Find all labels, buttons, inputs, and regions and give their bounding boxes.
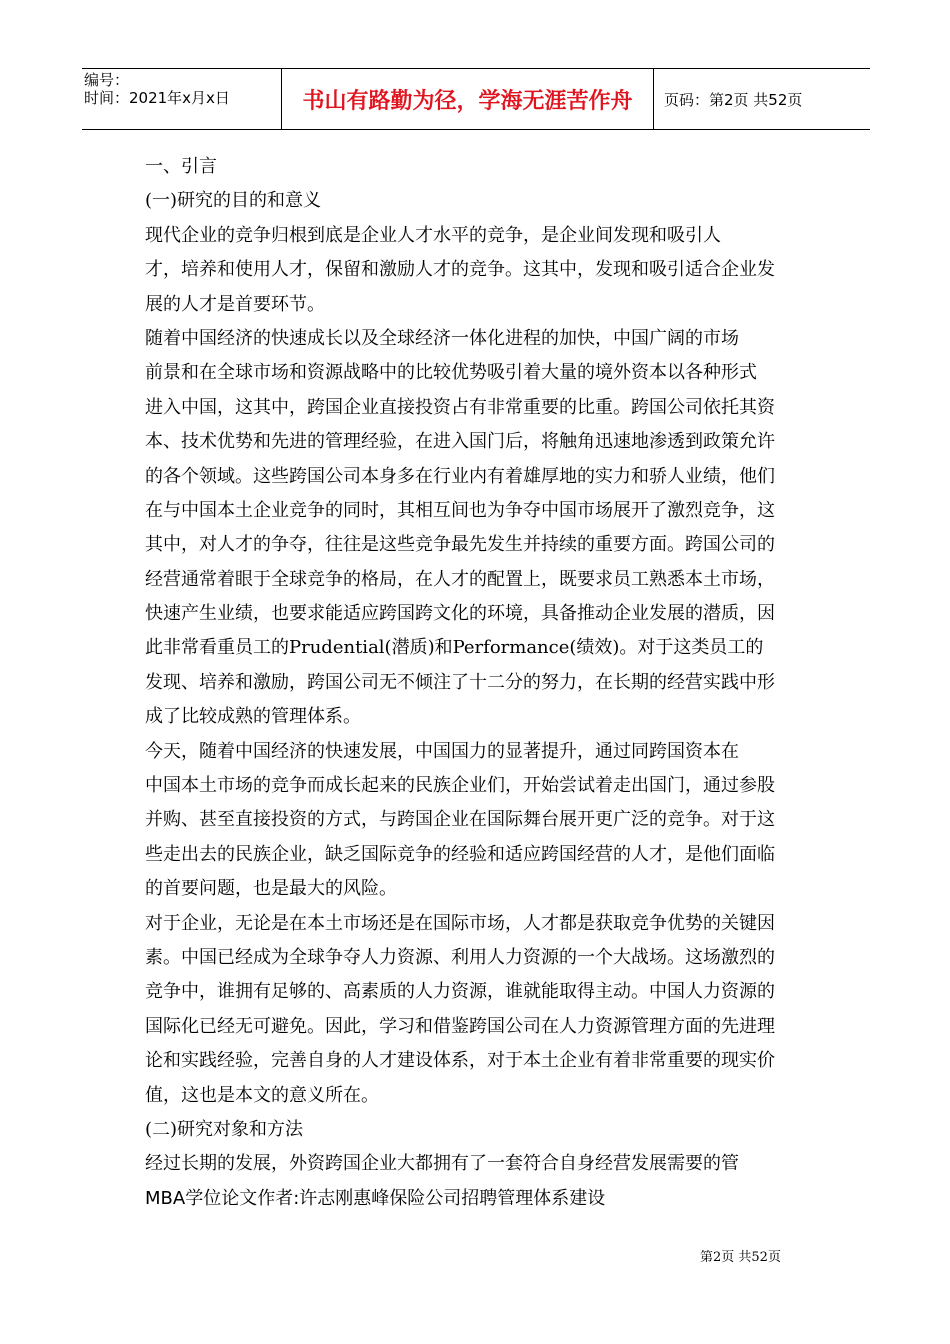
text-line: 现代企业的竞争归根到底是企业人才水平的竞争，是企业间发现和吸引人 (145, 224, 721, 246)
text-line: 些走出去的民族企业，缺乏国际竞争的经验和适应跨国经营的人才，是他们面临 (145, 843, 775, 865)
subsection-heading: (二)研究对象和方法 (145, 1118, 304, 1140)
header-info (82, 69, 282, 129)
text-line: 进入中国，这其中，跨国企业直接投资占有非常重要的比重。跨国公司依托其资 (145, 396, 775, 418)
text-line: 值，这也是本文的意义所在。 (145, 1084, 379, 1106)
document-body (145, 150, 817, 1216)
text-line: 经过长期的发展，外资跨国企业大都拥有了一套符合自身经营发展需要的管 (145, 1153, 739, 1175)
text-line: 论和实践经验，完善自身的人才建设体系，对于本土企业有着非常重要的现实价 (145, 1050, 775, 1072)
text-line: 并购、甚至直接投资的方式，与跨国企业在国际舞台展开更广泛的竞争。对于这 (145, 809, 775, 831)
text-line: 发现、培养和激励，跨国公司无不倾注了十二分的努力，在长期的经营实践中形 (145, 671, 775, 693)
document-number-label: 编号： (84, 71, 130, 89)
text-line: 国际化已经无可避免。因此，学习和借鉴跨国公司在人力资源管理方面的先进理 (145, 1015, 775, 1037)
text-line: 展的人才是首要环节。 (145, 293, 325, 315)
document-time-label: 时间：2021年x月x日 (84, 89, 230, 107)
text-line: 前景和在全球市场和资源战略中的比较优势吸引着大量的境外资本以各种形式 (145, 362, 757, 384)
section-heading: 一、引言 (145, 156, 217, 177)
text-line: 今天，随着中国经济的快速发展，中国国力的显著提升，通过同跨国资本在 (145, 740, 739, 762)
page-footer: 第2页 共52页 (700, 1250, 781, 1265)
header-motto: 书山有路勤为径，学海无涯苦作舟 (282, 69, 654, 129)
text-line: 对于企业，无论是在本土市场还是在国际市场，人才都是获取竞争优势的关键因 (145, 912, 775, 934)
running-footer-text: MBA学位论文作者:许志刚惠峰保险公司招聘管理体系建设 (145, 1187, 606, 1209)
text-line: 此非常看重员工的Prudential(潜质)和Performance(绩效)。对于这类员工的 (145, 637, 764, 659)
text-line: 经营通常着眼于全球竞争的格局，在人才的配置上，既要求员工熟悉本土市场， (145, 568, 775, 590)
text-line: 素。中国已经成为全球争夺人力资源、利用人力资源的一个大战场。这场激烈的 (145, 946, 775, 968)
text-line: 中国本土市场的竞争而成长起来的民族企业们，开始尝试着走出国门，通过参股 (145, 775, 775, 797)
text-line: 本、技术优势和先进的管理经验，在进入国门后，将触角迅速地渗透到政策允许 (145, 431, 775, 453)
text-line: 才，培养和使用人才，保留和激励人才的竞争。这其中，发现和吸引适合企业发 (145, 259, 775, 281)
text-line: 其中，对人才的争夺，往往是这些竞争最先发生并持续的重要方面。跨国公司的 (145, 534, 775, 556)
text-line: 快速产生业绩，也要求能适应跨国跨文化的环境，具备推动企业发展的潜质，因 (145, 603, 775, 625)
text-line: 随着中国经济的快速成长以及全球经济一体化进程的加快，中国广阔的市场 (145, 327, 739, 349)
text-line: 在与中国本土企业竞争的同时，其相互间也为争夺中国市场展开了激烈竞争，这 (145, 499, 775, 521)
text-line: 的各个领域。这些跨国公司本身多在行业内有着雄厚地的实力和骄人业绩，他们 (145, 465, 775, 487)
text-line: 成了比较成熟的管理体系。 (145, 706, 361, 728)
text-line: 竞争中，谁拥有足够的、高素质的人力资源，谁就能取得主动。中国人力资源的 (145, 981, 775, 1003)
page-header (82, 68, 870, 130)
header-page-number: 页码：第2页 共52页 (664, 90, 803, 109)
subsection-heading: (一)研究的目的和意义 (145, 190, 322, 212)
text-line: 的首要问题，也是最大的风险。 (145, 878, 397, 900)
